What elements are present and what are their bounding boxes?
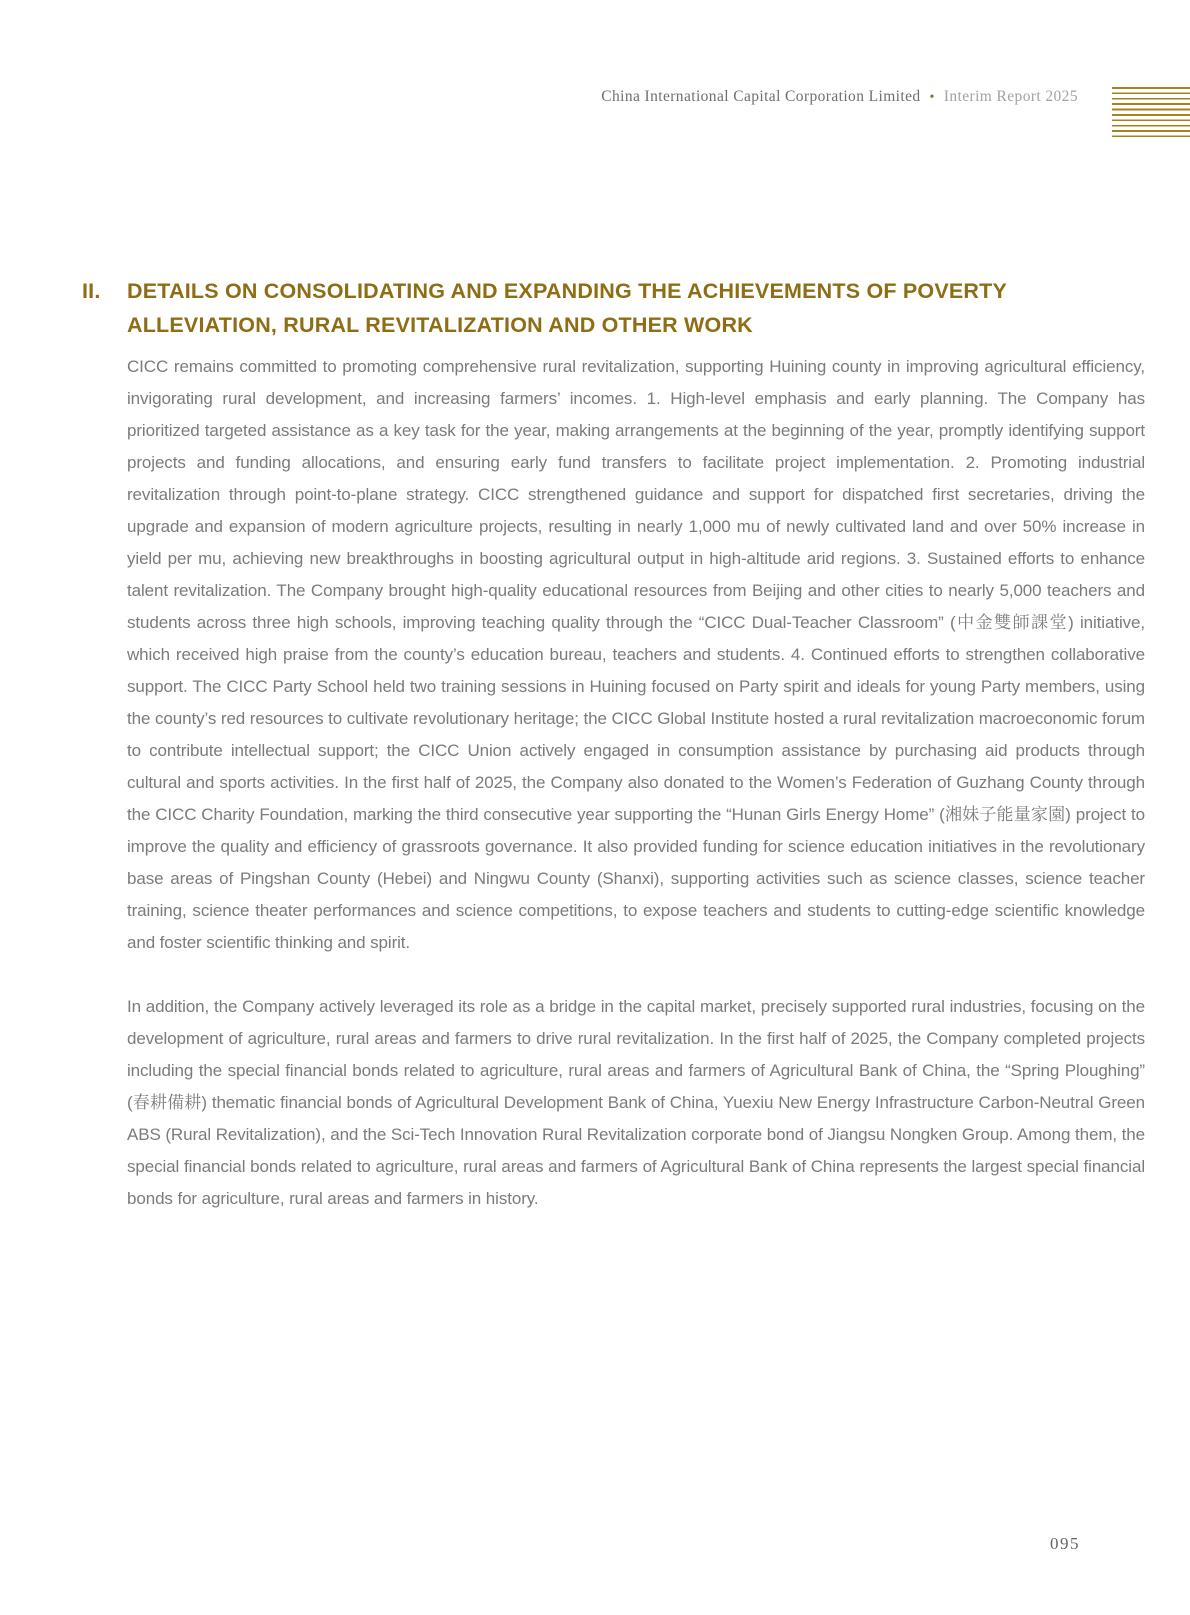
page-number: 095 xyxy=(1050,1534,1080,1553)
running-header xyxy=(601,88,1078,106)
header-company-name: China International Capital Corporation Limited xyxy=(601,88,921,105)
header-report-title: Interim Report 2025 xyxy=(943,88,1078,105)
paragraph-poverty-alleviation: CICC remains committed to promoting comprehensive rural revitalization, supporting Huining county in improving agricultural efficiency, invigorating rural development, and increasing farmers’ incomes. 1. High-level emphasis and early planning. The Company has prioritized targeted assistance as a key task for the year, making arrangements at the beginning of the year, promptly identifying support projects and funding allocations, and ensuring early fund transfers to facilitate project implementation. 2. Promoting industrial revitalization through point-to-plane strategy. CICC strengthened guidance and support for dispatched first secretaries, driving the upgrade and expansion of modern agriculture projects, resulting in nearly 1,000 mu of newly cultivated land and over 50% increase in yield per mu, achieving new breakthroughs in boosting agricultural output in high-altitude arid regions. 3. Sustained efforts to enhance talent revitalization. The Company brought high-quality educational resources from Beijing and other cities to nearly 5,000 teachers and students across three high schools, improving teaching quality through the “CICC Dual-Teacher Classroom” (中金雙師課堂) initiative, which received high praise from the county’s education bureau, teachers and students. 4. Continued efforts to strengthen collaborative support. The CICC Party School held two training sessions in Huining focused on Party spirit and ideals for young Party members, using the county’s red resources to cultivate revolutionary heritage; the CICC Global Institute hosted a rural revitalization macroeconomic forum to contribute intellectual support; the CICC Union actively engaged in consumption assistance by purchasing aid products through cultural and sports activities. In the first half of 2025, the Company also donated to the Women’s Federation of Guzhang County through the CICC Charity Foundation, marking the third consecutive year supporting the “Hunan Girls Energy Home” (湘妹子能量家園) project to improve the quality and efficiency of grassroots governance. It also provided funding for science education initiatives in the revolutionary base areas of Pingshan County (Hebei) and Ningwu County (Shanxi), supporting activities such as science classes, science teacher training, science theater performances and science competitions, to expose teachers and students to cutting-edge scientific knowledge and foster scientific thinking and spirit. xyxy=(127,357,1145,952)
section-heading xyxy=(82,274,1145,342)
section-title: DETAILS ON CONSOLIDATING AND EXPANDING THE ACHIEVEMENTS OF POVERTY ALLEVIATION, RURAL REVITALIZATION AND OTHER WORK xyxy=(127,279,1007,337)
paragraph-capital-market-support: In addition, the Company actively leveraged its role as a bridge in the capital market, precisely supported rural industries, focusing on the development of agriculture, rural areas and farmers to drive rural revitalization. In the first half of 2025, the Company completed projects including the special financial bonds related to agriculture, rural areas and farmers of Agricultural Bank of China, the “Spring Ploughing” (春耕備耕) thematic financial bonds of Agricultural Development Bank of China, Yuexiu New Energy Infrastructure Carbon-Neutral Green ABS (Rural Revitalization), and the Sci-Tech Innovation Rural Revitalization corporate bond of Jiangsu Nongken Group. Among them, the special financial bonds related to agriculture, rural areas and farmers of Agricultural Bank of China represents the largest special financial bonds for agriculture, rural areas and farmers in history. xyxy=(127,997,1145,1208)
section-content xyxy=(82,274,1145,1247)
gold-lines-decoration xyxy=(1112,87,1190,137)
section-number: II. xyxy=(82,279,101,303)
header-separator-dot: • xyxy=(929,90,935,105)
